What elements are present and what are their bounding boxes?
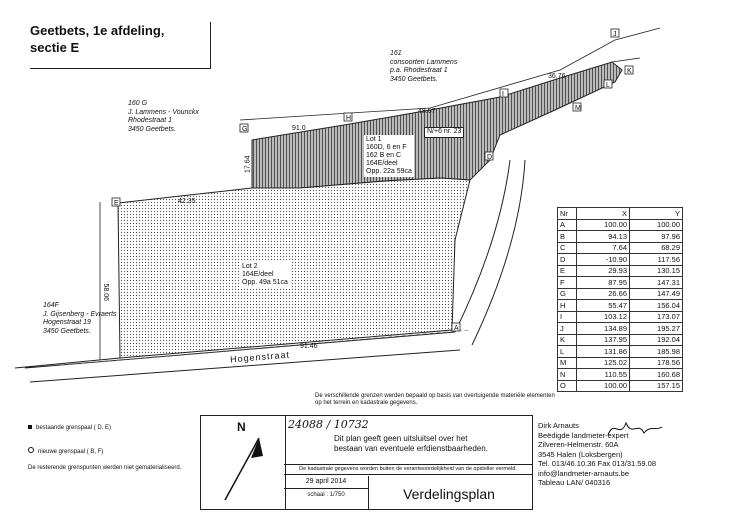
- label-d: D: [487, 154, 493, 161]
- table-cell: 26.66: [577, 288, 630, 300]
- table-cell: 100.00: [577, 380, 630, 392]
- table-cell: 131.86: [577, 346, 630, 358]
- table-cell: C: [558, 242, 577, 254]
- table-cell: 29.93: [577, 265, 630, 277]
- table-cell: 185.98: [630, 346, 683, 358]
- table-row: [558, 369, 683, 381]
- lot2-area: [118, 178, 470, 358]
- dim-gh: 91.0: [292, 125, 306, 132]
- dim-gf: 17.64: [244, 155, 252, 174]
- label-g: G: [242, 126, 248, 133]
- label-k: K: [627, 68, 632, 75]
- table-cell: 94.13: [577, 231, 630, 243]
- table-cell: A: [558, 219, 577, 231]
- boundary-note: De verschillende grenzen werden bepaald op basis van overtuigende materiële elementen op het terrein en kadastrale gegevens.: [315, 393, 555, 406]
- table-cell: 160.68: [630, 369, 683, 381]
- table-cell: 87.95: [577, 277, 630, 289]
- table-row: [558, 231, 683, 243]
- nieuwe-weg-label: N/+6 nr. 23: [424, 127, 464, 138]
- table-header-row: Nr X Y: [558, 208, 683, 220]
- label-i: I: [502, 91, 504, 98]
- table-row: [558, 380, 683, 392]
- title-line2: sectie E: [30, 40, 80, 55]
- table-row: [558, 334, 683, 346]
- road-label: Hogenstraat: [229, 349, 291, 365]
- table-cell: 192.04: [630, 334, 683, 346]
- label-h: H: [346, 115, 352, 122]
- table-cell: 156.04: [630, 300, 683, 312]
- dim-fe: 42.35: [178, 198, 196, 205]
- plan-date: 29 april 2014: [284, 476, 369, 489]
- table-cell: 100.00: [630, 219, 683, 231]
- table-cell: F: [558, 277, 577, 289]
- title-line1: Geetbets, 1e afdeling,: [30, 23, 165, 38]
- handwritten-ref: 24088 / 10732: [288, 418, 369, 431]
- dim-hi: 48.67: [418, 108, 436, 115]
- dim-ed: 58.06: [102, 283, 110, 302]
- table-cell: J: [558, 323, 577, 335]
- surveyor-signature: [604, 417, 664, 441]
- table-cell: 110.55: [577, 369, 630, 381]
- table-cell: 100.00: [577, 219, 630, 231]
- table-cell: 195.27: [630, 323, 683, 335]
- table-row: [558, 254, 683, 266]
- plan-scale: schaal : 1/750: [284, 489, 369, 509]
- table-cell: M: [558, 357, 577, 369]
- lot2-label: Lot 2 164E/deel Opp. 49a 51ca: [242, 263, 288, 286]
- table-row: [558, 277, 683, 289]
- table-cell: 147.31: [630, 277, 683, 289]
- table-cell: N: [558, 369, 577, 381]
- legend-note: De resterende grenspunten werden niet gematerialiseerd.: [28, 465, 182, 471]
- label-m: M: [575, 105, 581, 112]
- table-row: [558, 311, 683, 323]
- table-cell: -10.90: [577, 254, 630, 266]
- north-arrow-box: [200, 415, 286, 510]
- new-marker-icon: [28, 447, 34, 453]
- legend-existing: bestaande grenspaal ( D, E): [28, 425, 111, 432]
- table-cell: 125.02: [577, 357, 630, 369]
- table-row: [558, 346, 683, 358]
- coordinate-table: [557, 207, 683, 392]
- dim-ea: 91.46: [300, 343, 318, 350]
- table-cell: 134.89: [577, 323, 630, 335]
- lot1-label: Lot 1 160D, 6 en F 162 B en C 164E/deel Opp. 22a 59ca: [366, 136, 412, 175]
- table-row: [558, 323, 683, 335]
- table-cell: 173.07: [630, 311, 683, 323]
- legend-new: nieuwe grenspaal ( B, F): [28, 447, 103, 456]
- table-cell: E: [558, 265, 577, 277]
- kadastral-note: De kadastrale gegevens worden buiten de verantwoordelijkheid van de opsteller vermeld.: [284, 464, 532, 475]
- title-block-middle: [284, 415, 533, 510]
- table-row: [558, 288, 683, 300]
- table-cell: K: [558, 334, 577, 346]
- table-cell: G: [558, 288, 577, 300]
- table-row: [558, 242, 683, 254]
- table-row: [558, 265, 683, 277]
- table-cell: H: [558, 300, 577, 312]
- table-row: [558, 300, 683, 312]
- disclaimer: Dit plan geeft geen uitsluitsel over het bestaan van eventuele erfdienstbaarheden.: [334, 434, 488, 453]
- label-a: A: [454, 325, 459, 332]
- existing-marker-icon: [28, 425, 32, 429]
- table-cell: 130.15: [630, 265, 683, 277]
- label-l: L: [606, 82, 610, 89]
- table-cell: 178.56: [630, 357, 683, 369]
- table-cell: 137.95: [577, 334, 630, 346]
- table-cell: 97.96: [630, 231, 683, 243]
- table-cell: O: [558, 380, 577, 392]
- dim-ij: 36.76: [548, 73, 566, 80]
- table-cell: B: [558, 231, 577, 243]
- table-cell: 157.15: [630, 380, 683, 392]
- table-row: [558, 357, 683, 369]
- table-cell: 147.49: [630, 288, 683, 300]
- owner-161: 161 consoorten Lammens p.a. Rhodestraat 1 3450 Geetbets.: [390, 50, 458, 83]
- table-cell: L: [558, 346, 577, 358]
- table-cell: 55.47: [577, 300, 630, 312]
- table-cell: I: [558, 311, 577, 323]
- table-cell: D: [558, 254, 577, 266]
- table-row: [558, 219, 683, 231]
- table-cell: 117.56: [630, 254, 683, 266]
- label-e: E: [114, 200, 119, 207]
- owner-160g: 160 G J. Lammens - Vounckx Rhodestraat 1 3450 Geetbets.: [128, 100, 199, 133]
- north-label: N: [237, 420, 246, 434]
- surveyor-name: Dirk Arnauts: [538, 421, 579, 430]
- surveyor-block: Dirk Arnauts Beëdigde landmeter-expert Zilveren-Helmenstr. 60A 3545 Halen (Loksbergen) Tel. 013/46.10.36 Fax 013/31.59.08 info@landmeter-arnauts.be Tableau LAN/ 040316: [532, 415, 682, 508]
- table-cell: 103.12: [577, 311, 630, 323]
- north-arrow-icon: [215, 434, 271, 504]
- table-cell: 68.29: [630, 242, 683, 254]
- plan-title: Verdelingsplan: [403, 486, 495, 502]
- table-cell: 7.64: [577, 242, 630, 254]
- label-j: J: [613, 31, 617, 38]
- owner-164f: 164F J. Gijsenberg - Evraerts Hogenstraat 19 3450 Geetbets.: [43, 302, 117, 335]
